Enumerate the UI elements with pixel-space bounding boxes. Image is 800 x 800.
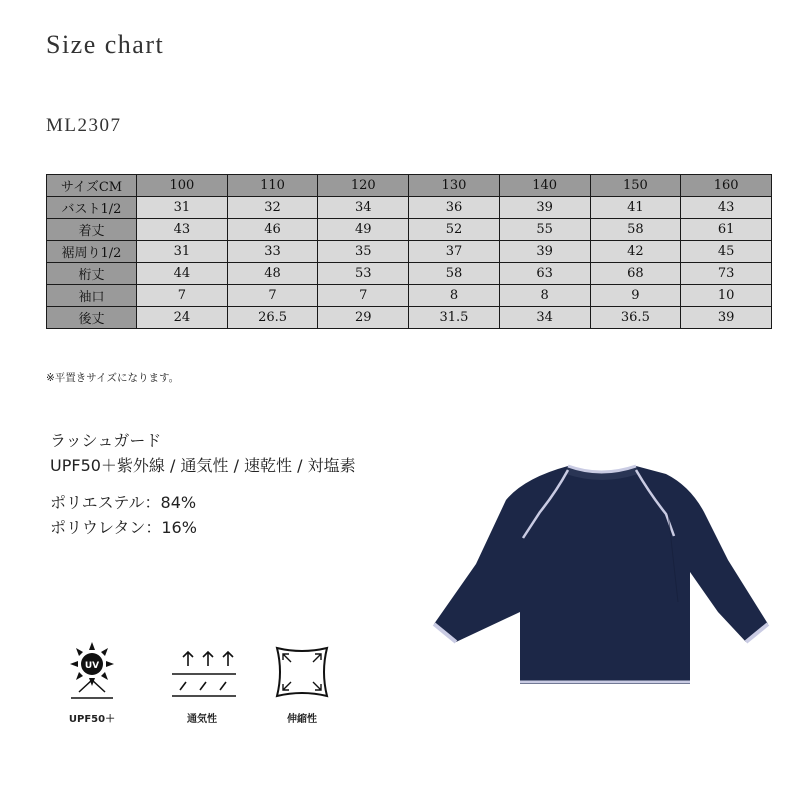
table-cell: 34 <box>318 197 409 219</box>
product-type: ラッシュガード <box>50 431 162 450</box>
table-row <box>47 197 772 219</box>
row-label: バスト1/2 <box>47 197 137 219</box>
table-row <box>47 241 772 263</box>
table-cell: 39 <box>499 197 590 219</box>
size-table <box>46 174 772 329</box>
table-cell: 39 <box>499 241 590 263</box>
column-header: 120 <box>318 175 409 197</box>
table-row <box>47 219 772 241</box>
table-cell: 7 <box>137 285 228 307</box>
shirt-body <box>434 466 768 684</box>
table-cell: 37 <box>409 241 500 263</box>
table-cell: 31 <box>137 241 228 263</box>
row-label: 着丈 <box>47 219 137 241</box>
column-header: サイズCM <box>47 175 137 197</box>
product-specs <box>50 428 356 540</box>
model-number: ML2307 <box>46 115 122 136</box>
flat-measurement-note: ※平置きサイズになります。 <box>46 372 180 384</box>
features-line: UPF50＋紫外線 / 通気性 / 速乾性 / 対塩素 <box>50 456 356 475</box>
table-cell: 32 <box>227 197 318 219</box>
row-label: 桁丈 <box>47 263 137 285</box>
uv-sun-icon <box>57 640 127 704</box>
table-cell: 41 <box>590 197 681 219</box>
table-cell: 53 <box>318 263 409 285</box>
table-cell: 7 <box>227 285 318 307</box>
column-header: 150 <box>590 175 681 197</box>
table-row <box>47 263 772 285</box>
rash-guard-shirt-image <box>428 452 773 692</box>
feature-uv <box>42 640 142 725</box>
table-cell: 7 <box>318 285 409 307</box>
table-cell: 39 <box>681 307 772 329</box>
column-header: 100 <box>137 175 228 197</box>
column-header: 160 <box>681 175 772 197</box>
table-cell: 58 <box>590 219 681 241</box>
table-cell: 48 <box>227 263 318 285</box>
table-cell: 42 <box>590 241 681 263</box>
breathable-icon <box>162 640 242 704</box>
column-header: 130 <box>409 175 500 197</box>
table-cell: 24 <box>137 307 228 329</box>
material-polyester: ポリエステル：84% <box>50 493 197 512</box>
table-cell: 61 <box>681 219 772 241</box>
table-cell: 36 <box>409 197 500 219</box>
table-cell: 29 <box>318 307 409 329</box>
table-row <box>47 307 772 329</box>
table-cell: 9 <box>590 285 681 307</box>
table-cell: 8 <box>409 285 500 307</box>
row-label: 裾周り1/2 <box>47 241 137 263</box>
feature-stretch <box>252 640 352 725</box>
table-cell: 31 <box>137 197 228 219</box>
table-cell: 34 <box>499 307 590 329</box>
table-cell: 36.5 <box>590 307 681 329</box>
row-label: 後丈 <box>47 307 137 329</box>
table-cell: 45 <box>681 241 772 263</box>
table-cell: 52 <box>409 219 500 241</box>
feature-breathable <box>152 640 252 725</box>
table-cell: 55 <box>499 219 590 241</box>
table-header-row <box>47 175 772 197</box>
table-cell: 49 <box>318 219 409 241</box>
feature-label-breathable: 通気性 <box>187 714 217 725</box>
table-row <box>47 285 772 307</box>
table-cell: 31.5 <box>409 307 500 329</box>
feature-label-stretch: 伸縮性 <box>287 714 317 725</box>
material-polyurethane: ポリウレタン：16% <box>50 518 197 537</box>
table-cell: 43 <box>137 219 228 241</box>
column-header: 140 <box>499 175 590 197</box>
table-cell: 68 <box>590 263 681 285</box>
uv-badge-text: UV <box>84 661 100 671</box>
table-cell: 44 <box>137 263 228 285</box>
table-cell: 10 <box>681 285 772 307</box>
table-cell: 63 <box>499 263 590 285</box>
feature-label-upf: UPF50＋ <box>68 714 116 725</box>
table-cell: 43 <box>681 197 772 219</box>
page-title: Size chart <box>46 30 165 59</box>
table-cell: 26.5 <box>227 307 318 329</box>
column-header: 110 <box>227 175 318 197</box>
stretch-icon <box>267 640 337 704</box>
row-label: 袖口 <box>47 285 137 307</box>
table-cell: 33 <box>227 241 318 263</box>
table-cell: 46 <box>227 219 318 241</box>
table-cell: 35 <box>318 241 409 263</box>
table-cell: 58 <box>409 263 500 285</box>
table-cell: 8 <box>499 285 590 307</box>
table-cell: 73 <box>681 263 772 285</box>
